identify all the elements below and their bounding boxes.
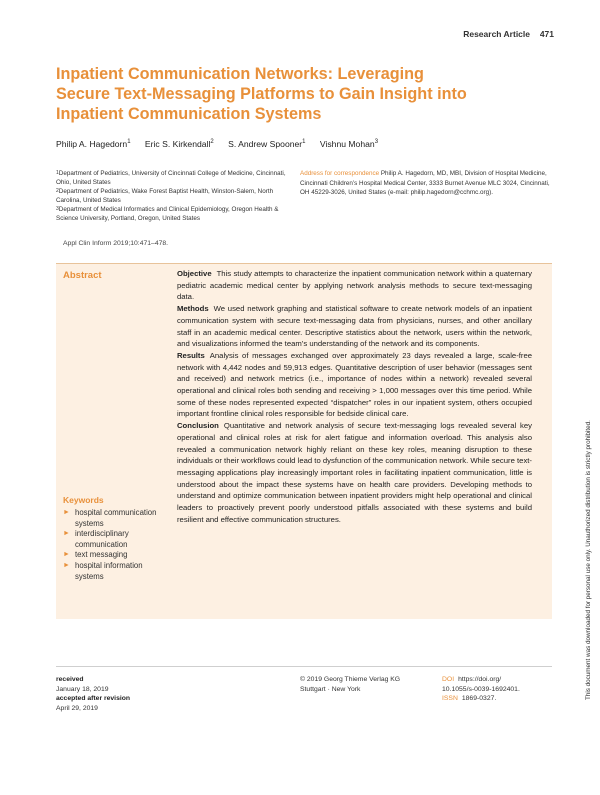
issn-line: ISSN 1869-0327. (442, 695, 497, 702)
keyword-item: ► interdisciplinary communication (63, 529, 129, 549)
author: S. Andrew Spooner$^1$ (228, 139, 306, 149)
arrow-icon: ► (63, 551, 70, 559)
footer-identifiers (442, 675, 520, 704)
footer-publisher (300, 675, 400, 694)
download-notice: This document was downloaded for personal use only. Unauthorized distribution is strictly prohibited. (585, 420, 592, 700)
received-label: received (56, 676, 84, 683)
section-heading: Methods (177, 304, 209, 314)
doi-id: 10.1055/s-0039-1692401. (442, 685, 520, 693)
correspondence-address (300, 169, 550, 198)
correspondence-label: Address for correspondence (300, 170, 380, 177)
received-date: January 18, 2019 (56, 685, 109, 693)
accepted-label: accepted after revision (56, 695, 131, 702)
section-heading: Results (177, 350, 205, 360)
abstract-section: Conclusion Quantitative and network analysis of secure text-messaging logs revealed several key operational and clinical roles at risk for alert fatigue and information overload. This analysis also revealed a communication network highly reliant on these key roles, meaning disruption to these individuals or their workflows could lead to dysfunction of the communication network. While secure text-messaging applications play increasingly important roles in facilitating inpatient communication, little is understood about the impact these systems have on health care providers. Developing methods to understand and optimize communication between inpatient providers might help operational and clinical leaders to proactively prevent poorly understood pitfalls associated with these systems and build resilient and effective communication structures. (177, 421, 532, 524)
footer-divider (56, 666, 552, 667)
title-line: Inpatient Communication Networks: Leveraging (56, 65, 424, 83)
page-header (0, 0, 600, 60)
author-list (56, 139, 390, 149)
abstract-divider (56, 263, 552, 264)
footer-dates (56, 675, 130, 713)
affiliation: $^3$Department of Medical Informatics and Clinical Epidemiology, Oregon Health & Science University, Portland, Oregon, United States (56, 206, 279, 222)
correspondence-text: Philip A. Hagedorn, MD, MBI, Division of Hospital Medicine, Cincinnati Children’s Hospital Medical Center, 3333 Burnet Avenue MLC 3024, Cincinnati, OH 45229-3026, United States (e-mail: philip.hagedorn@cchmc.org). (300, 170, 550, 196)
affiliation: $^1$Department of Pediatrics, University of Cincinnati College of Medicine, Cincinnati, Ohio, United States (56, 170, 286, 186)
affiliation: $^2$Department of Pediatrics, Wake Forest Baptist Health, Winston-Salem, North Carolina, United States (56, 188, 274, 204)
abstract-section: Methods We used network graphing and statistical software to create network models of an inpatient communication system with secure text-messaging data from physicians, nurses, and other ancillary staff in an academic medical center. Descriptive statistics about the network, users within the network, and visualizations informed the team’s understanding of the network and its components. (177, 304, 532, 349)
abstract-section: Objective This study attempts to characterize the inpatient communication network within a quaternary pediatric academic medical center by applying network analysis methods to secure text-messaging data. (177, 269, 532, 302)
publisher-location: Stuttgart · New York (300, 685, 361, 693)
keywords-list (63, 508, 173, 582)
keyword-item: ► text messaging (63, 550, 128, 560)
abstract-label: Abstract (63, 270, 102, 281)
keywords-label: Keywords (63, 495, 104, 505)
doi-link[interactable]: https://doi.org/ (458, 676, 502, 683)
abstract-section: Results Analysis of messages exchanged over approximately 23 days revealed a large, scale-free network with 4,442 nodes and 59,913 edges. Quantitative description of user behavior (messages sent and received) and network metrics (i.e., importance of nodes within a network) revealed several operational and clinical roles both sending and receiving > 1,000 messages over this time period. While some of these nodes represented expected “dispatcher” roles in our inpatient system, others occupied important frontline clinical roles responsible for bedside clinical care. (177, 350, 532, 419)
page-number: 471 (539, 29, 554, 39)
article-title (56, 64, 556, 124)
title-line: Inpatient Communication Systems (56, 105, 322, 123)
citation: Appl Clin Inform 2019;10:471–478. (63, 240, 169, 247)
doi-line: DOI https://doi.org/ (442, 676, 502, 683)
publisher-copyright: © 2019 Georg Thieme Verlag KG (300, 676, 401, 683)
arrow-icon: ► (63, 561, 70, 569)
author: Eric S. Kirkendall$^2$ (144, 139, 214, 149)
section-heading: Objective (177, 269, 212, 278)
author: Philip A. Hagedorn$^1$ (56, 139, 131, 149)
author: Vishnu Mohan$^3$ (319, 139, 379, 149)
section-heading: Conclusion (177, 421, 219, 431)
keyword-item: ► hospital information systems (63, 560, 143, 581)
article-type: Research Article (463, 29, 530, 39)
arrow-icon: ► (63, 509, 70, 516)
affiliations (56, 169, 296, 223)
title-line: Secure Text-Messaging Platforms to Gain Insight into (56, 85, 467, 103)
accepted-date: April 29, 2019 (56, 704, 98, 712)
abstract-body (177, 268, 532, 525)
keyword-item: ► hospital communication systems (63, 508, 157, 528)
arrow-icon: ► (63, 530, 70, 538)
